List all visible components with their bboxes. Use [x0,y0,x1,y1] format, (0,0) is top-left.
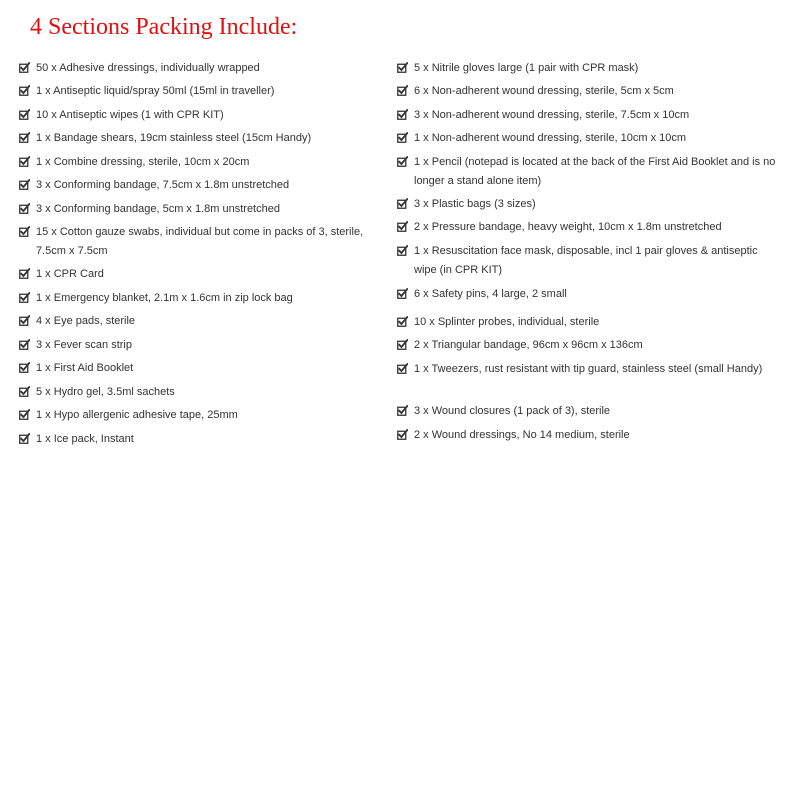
list-item [397,402,777,421]
list-item [397,59,777,78]
list-item [19,430,379,449]
list-item-text: 1 x Hypo allergenic adhesive tape, 25mm [36,409,238,421]
list-item-text: 10 x Antiseptic wipes (1 with CPR KIT) [36,109,224,121]
list-item-text: 2 x Triangular bandage, 96cm x 96cm x 136cm [414,339,643,351]
list-item [397,426,777,445]
list-item [19,153,379,172]
list-item [397,360,777,379]
list-item [397,285,777,304]
checkbox-check-icon [19,385,30,396]
checkbox-check-icon [397,131,408,142]
checkbox-check-icon [397,362,408,373]
checkbox-check-icon [19,108,30,119]
list-item-text: 6 x Safety pins, 4 large, 2 small [414,288,567,300]
checkbox-check-icon [19,131,30,142]
checkbox-check-icon [397,155,408,166]
list-item-text: 3 x Conforming bandage, 7.5cm x 1.8m unstretched [36,179,290,191]
checkbox-check-icon [19,61,30,72]
checkbox-check-icon [397,404,408,415]
list-item [19,59,379,78]
list-item [19,82,379,101]
list-item-text: 10 x Splinter probes, individual, sterile [414,316,600,328]
list-item [397,313,777,332]
list-item [19,383,379,402]
list-item [19,200,379,219]
checkbox-check-icon [19,267,30,278]
checkbox-check-icon [19,314,30,325]
list-item-text: 1 x Resuscitation face mask, disposable, incl 1 pair gloves & antiseptic wipe (in CPR KIT) [414,245,758,276]
list-item-text: 3 x Fever scan strip [36,339,132,351]
checkbox-check-icon [397,197,408,208]
list-item-text: 3 x Plastic bags (3 sizes) [414,198,536,210]
checkbox-check-icon [19,408,30,419]
list-item-text: 1 x First Aid Booklet [36,362,134,374]
checkbox-check-icon [19,338,30,349]
checkbox-check-icon [397,287,408,298]
list-item [19,223,379,261]
list-item [19,359,379,378]
checkbox-check-icon [19,178,30,189]
list-item [19,106,379,125]
list-item-text: 1 x Emergency blanket, 2.1m x 1.6cm in zip lock bag [36,292,293,304]
list-item-text: 3 x Wound closures (1 pack of 3), sterile [414,405,611,417]
checkbox-check-icon [19,225,30,236]
checkbox-check-icon [19,432,30,443]
list-item-text: 3 x Conforming bandage, 5cm x 1.8m unstretched [36,203,280,215]
list-item-text: 1 x Combine dressing, sterile, 10cm x 20cm [36,156,250,168]
checkbox-check-icon [397,108,408,119]
list-item [397,218,777,237]
checkbox-check-icon [397,428,408,439]
checkbox-check-icon [19,155,30,166]
list-item [19,406,379,425]
checkbox-check-icon [397,61,408,72]
checkbox-check-icon [397,220,408,231]
list-item-text: 3 x Non-adherent wound dressing, sterile, 7.5cm x 10cm [414,109,690,121]
list-item-text: 6 x Non-adherent wound dressing, sterile, 5cm x 5cm [414,85,674,97]
list-item [397,195,777,214]
checkbox-check-icon [397,84,408,95]
list-item-text: 2 x Pressure bandage, heavy weight, 10cm x 1.8m unstretched [414,221,722,233]
list-item [397,153,777,191]
list-item-text: 1 x Ice pack, Instant [36,433,134,445]
list-item-text: 1 x Antiseptic liquid/spray 50ml (15ml in traveller) [36,85,275,97]
list-item-text: 4 x Eye pads, sterile [36,315,136,327]
checkbox-check-icon [397,338,408,349]
checkbox-check-icon [397,244,408,255]
list-item [397,129,777,148]
list-item [397,242,777,280]
list-item-text: 50 x Adhesive dressings, individually wrapped [36,62,260,74]
list-item [397,82,777,101]
list-item-text: 5 x Nitrile gloves large (1 pair with CPR mask) [414,62,639,74]
list-item [19,289,379,308]
list-item-text: 1 x CPR Card [36,268,104,280]
list-item-text: 1 x Non-adherent wound dressing, sterile, 10cm x 10cm [414,132,687,144]
page-title: 4 Sections Packing Include: [30,14,298,40]
list-item [19,336,379,355]
checkbox-check-icon [19,291,30,302]
checkbox-check-icon [397,315,408,326]
list-item [19,129,379,148]
list-item [397,106,777,125]
checkbox-check-icon [19,361,30,372]
list-item [19,265,379,284]
list-item-text: 15 x Cotton gauze swabs, individual but come in packs of 3, sterile, 7.5cm x 7.5cm [36,226,364,257]
checkbox-check-icon [19,84,30,95]
list-item [19,176,379,195]
list-item-text: 5 x Hydro gel, 3.5ml sachets [36,386,175,398]
checkbox-check-icon [19,202,30,213]
list-item-text: 2 x Wound dressings, No 14 medium, sterile [414,429,630,441]
list-item [397,336,777,355]
list-item-text: 1 x Pencil (notepad is located at the back of the First Aid Booklet and is no longer a stand alone item) [414,156,776,187]
list-item-text: 1 x Bandage shears, 19cm stainless steel (15cm Handy) [36,132,312,144]
list-item [19,312,379,331]
list-item-text: 1 x Tweezers, rust resistant with tip guard, stainless steel (small Handy) [414,363,763,375]
